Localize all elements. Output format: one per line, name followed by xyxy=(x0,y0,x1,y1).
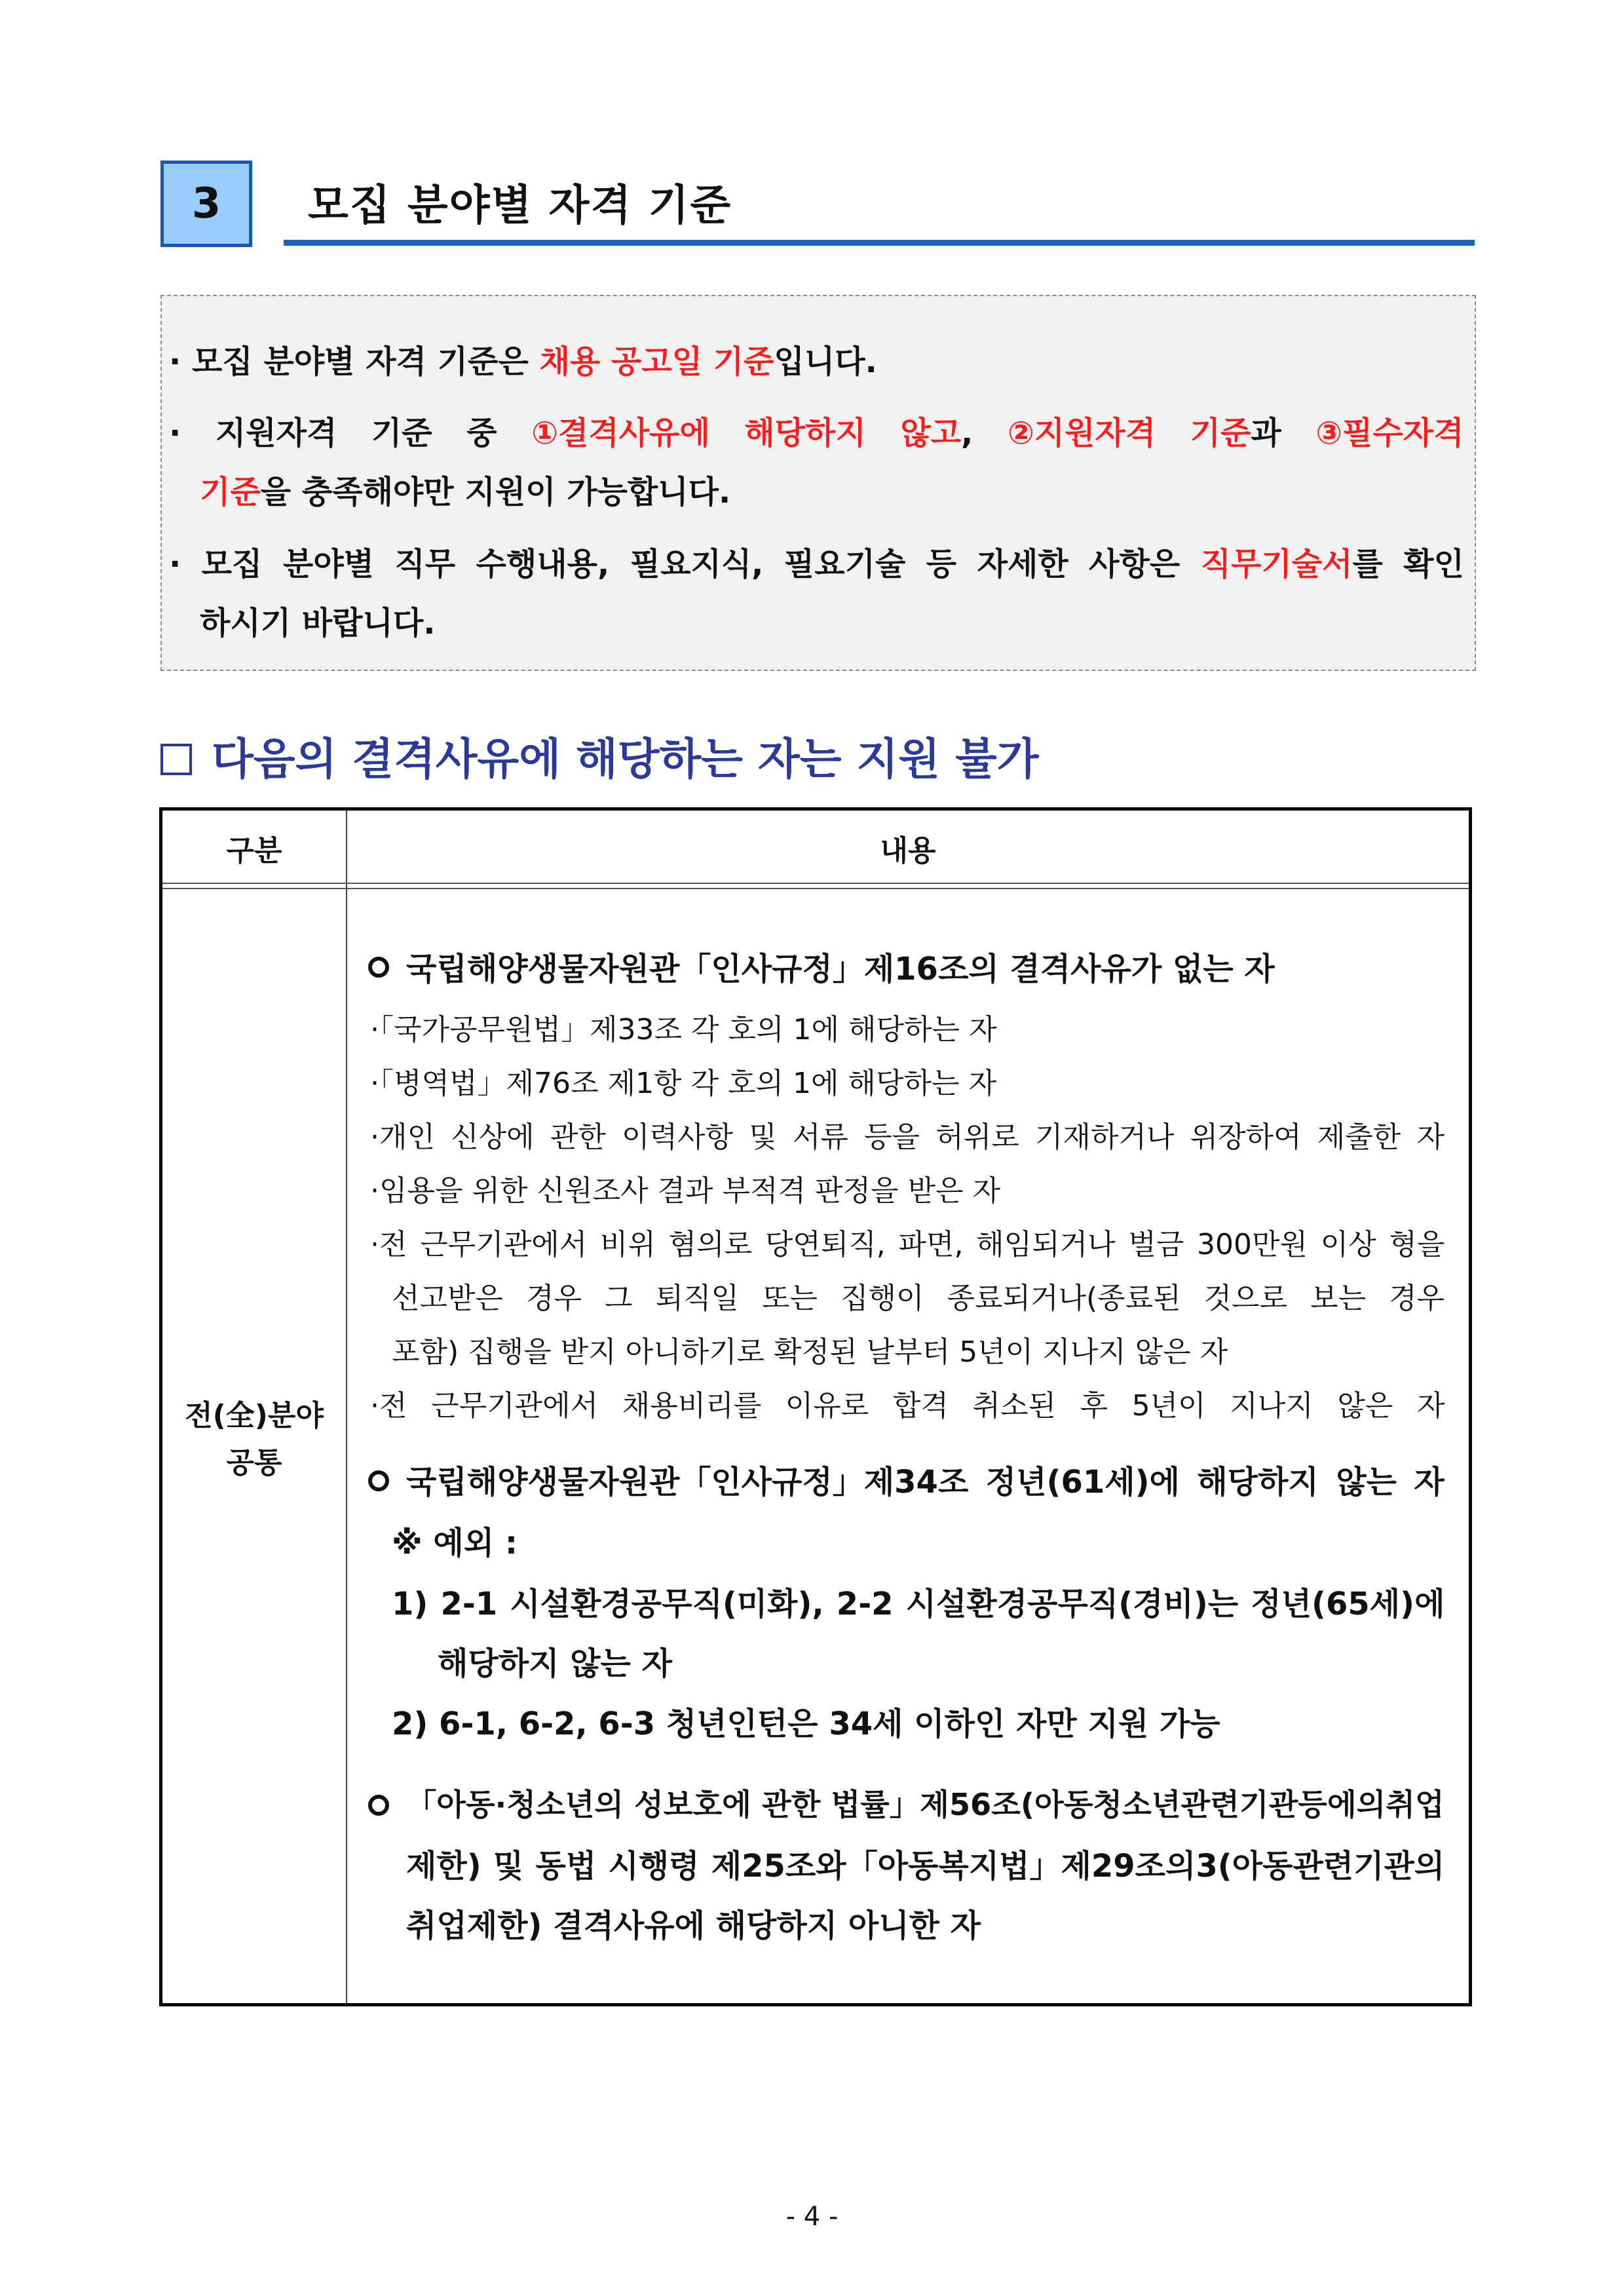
category-line-1: 전(全)분야 xyxy=(185,1399,324,1432)
block2-exception-1: 1) 2-1 시설환경공무직(미화), 2-2 시설환경공무직(경비)는 정년(65세)에 xyxy=(392,1586,1445,1622)
block1-item-2: ·「병역법」제76조 제1항 각 호의 1에 해당하는 자 xyxy=(370,1067,996,1100)
note-line-3 xyxy=(200,467,730,512)
block1-title: 국립해양생물자원관「인사규정」제16조의 결격사유가 없는 자 xyxy=(406,951,1275,987)
table-header-category: 구분 xyxy=(226,834,282,868)
circle-bullet-icon xyxy=(368,957,389,978)
note-text: 하시기 바랍니다. xyxy=(200,605,436,641)
heading-text: 다음의 결격사유에 해당하는 자는 지원 불가 xyxy=(212,734,1039,784)
note-line-5 xyxy=(200,598,436,643)
block1-item-5-cont-1: 선고받은 경우 그 퇴직일 또는 집행이 종료되거나(종료된 것으로 보는 경우 xyxy=(392,1282,1445,1315)
note-text: , xyxy=(961,415,1008,451)
circle-bullet-icon xyxy=(368,1470,389,1491)
note-text: 입니다. xyxy=(774,343,877,380)
table-header-divider-double xyxy=(162,888,1469,889)
block2-exception-label: ※ 예외 : xyxy=(392,1525,518,1561)
note-text: · 모집 분야별 자격 기준은 xyxy=(169,343,540,380)
block1-item-4: ·임용을 위한 신원조사 결과 부적격 판정을 받은 자 xyxy=(370,1174,1000,1208)
table-header-content: 내용 xyxy=(880,834,936,868)
note-text: · 모집 분야별 직무 수행내용, 필요지식, 필요기술 등 자세한 사항은 xyxy=(169,546,1201,583)
block1-item-5-cont-2: 포함) 집행을 받지 아니하기로 확정된 날부터 5년이 지나지 않은 자 xyxy=(392,1335,1228,1369)
block1-item-3: ·개인 신상에 관한 이력사항 및 서류 등을 허위로 기재하거나 위장하여 제출한 자 xyxy=(370,1120,1445,1154)
note-text: · 지원자격 기준 중 xyxy=(169,415,532,451)
note-text: 을 충족해야만 지원이 가능합니다. xyxy=(260,474,731,510)
highlight-text: 채용 공고일 기준 xyxy=(539,343,774,380)
note-text: 과 xyxy=(1251,415,1316,451)
circle-bullet-icon xyxy=(368,1795,389,1816)
block3-line-3: 취업제한) 결격사유에 해당하지 아니한 자 xyxy=(406,1907,981,1944)
block2-exception-2: 2) 6-1, 6-2, 6-3 청년인턴은 34세 이하인 자만 지원 가능 xyxy=(392,1706,1220,1742)
block1-item-1: ·「국가공무원법」제33조 각 호의 1에 해당하는 자 xyxy=(370,1013,997,1046)
category-line-2: 공통 xyxy=(226,1446,282,1480)
category-cell xyxy=(162,1392,346,1487)
disqualification-heading xyxy=(161,724,1039,786)
note-text: 를 확인 xyxy=(1352,546,1465,583)
section-number-box xyxy=(161,161,252,247)
table-column-divider xyxy=(346,811,347,2003)
section-number: 3 xyxy=(191,180,221,228)
highlight-text: ②지원자격 기준 xyxy=(1007,415,1251,451)
note-line-2 xyxy=(169,408,1464,453)
block3-line-1: 「아동·청소년의 성보호에 관한 법률」제56조(아동청소년관련기관등에의취업 xyxy=(406,1787,1445,1822)
section-underline xyxy=(284,240,1475,246)
highlight-text: 기준 xyxy=(200,474,261,510)
block2-title: 국립해양생물자원관「인사규정」제34조 정년(61세)에 해당하지 않는 자 xyxy=(406,1464,1445,1501)
highlight-text: ①결격사유에 해당하지 않고 xyxy=(531,415,962,451)
checkbox-square-icon xyxy=(161,744,192,775)
block1-item-5: ·전 근무기관에서 비위 혐의로 당연퇴직, 파면, 해임되거나 벌금 300만원 이상 형을 xyxy=(370,1228,1445,1261)
note-line-1 xyxy=(169,336,1296,381)
note-line-4 xyxy=(169,539,1464,584)
block3-line-2: 제한) 및 동법 시행령 제25조와「아동복지법」제29조의3(아동관련기관의 xyxy=(406,1848,1445,1885)
highlight-text: ③필수자격 xyxy=(1315,415,1464,451)
section-title: 모집 분야별 자격 기준 xyxy=(308,182,732,230)
table-header-divider xyxy=(162,883,1469,884)
block1-item-6: ·전 근무기관에서 채용비리를 이유로 합격 취소된 후 5년이 지나지 않은 자 xyxy=(370,1389,1445,1423)
page-number: - 4 - xyxy=(785,2202,839,2232)
highlight-text: 직무기술서 xyxy=(1200,546,1353,583)
block2-exception-1-cont: 해당하지 않는 자 xyxy=(438,1645,672,1682)
